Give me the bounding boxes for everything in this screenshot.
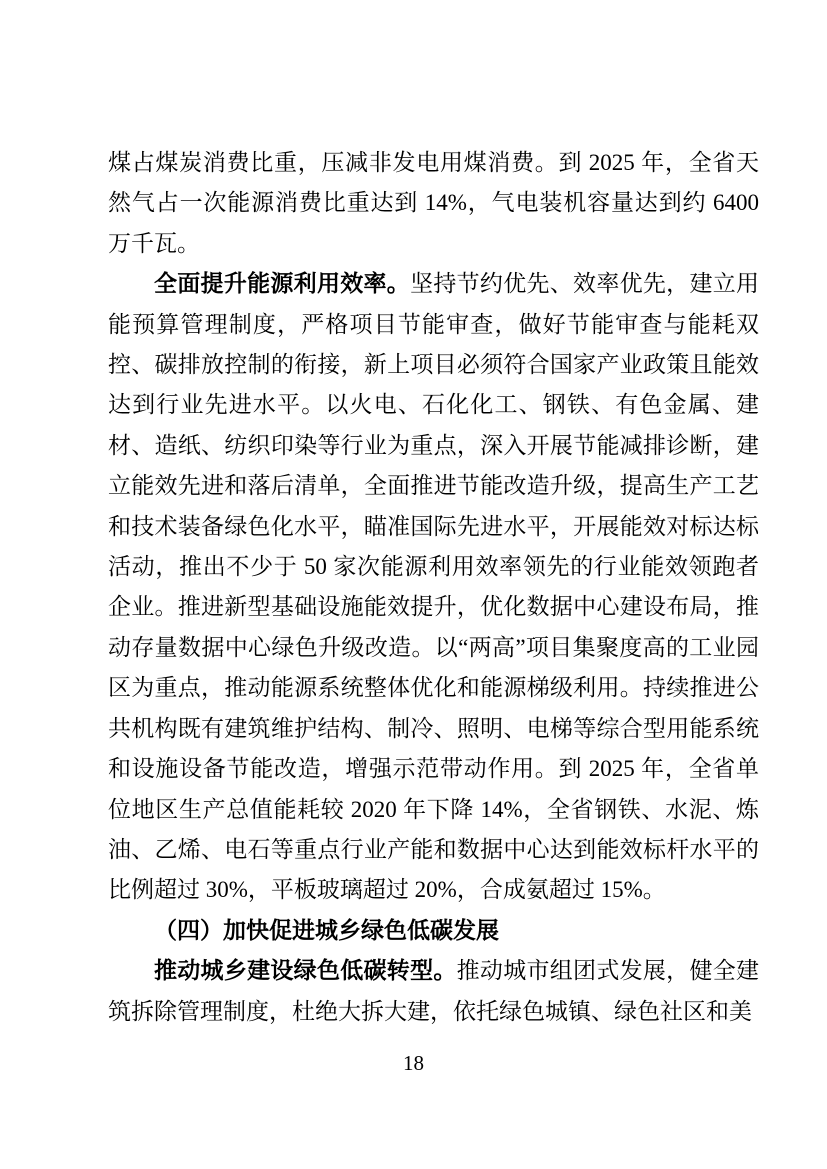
section-heading-text: （四）加快促进城乡绿色低碳发展 <box>154 917 499 943</box>
document-body <box>108 143 759 1032</box>
paragraph-urban-green-transition <box>108 951 759 1032</box>
paragraph-text: 坚持节约优先、效率优先，建立用能预算管理制度，严格项目节能审查，做好节能审查与能耗双控、碳排放控制的衔接，新上项目必须符合国家产业政策且能效达到行业先进水平。以火电、石化化工、钢铁、有色金属、建材、造纸、纺织印染等行业为重点，深入开展节能减排诊断，建立能效先进和落后清单，全面推进节能改造升级，提高生产工艺和技术装备绿色化水平，瞄准国际先进水平，开展能效对标达标活动，推出不少于 50 家次能源利用效率领先的行业能效领跑者企业。推进新型基础设施能效提升，优化数据中心建设布局，推动存量数据中心绿色升级改造。以“两高”项目集聚度高的工业园区为重点，推动能源系统整体优化和能源梯级利用。持续推进公共机构既有建筑维护结构、制冷、照明、电梯等综合型用能系统和设施设备节能改造，增强示范带动作用。到 2025 年，全省单位地区生产总值能耗较 2020 年下降 14%，全省钢铁、水泥、炼油、乙烯、电石等重点行业产能和数据中心达到能效标杆水平的比例超过 30%，平板玻璃超过 20%，合成氨超过 15%。 <box>108 271 760 903</box>
section-heading-four <box>108 911 759 951</box>
paragraph-lead-energy-efficiency: 全面提升能源利用效率。 <box>154 271 411 297</box>
paragraph-text: 推动城市组团式发展，健全建筑拆除管理制度，杜绝大拆大建，依托绿色城镇、绿色社区和美 <box>108 958 760 1024</box>
page-number: 18 <box>403 1051 424 1075</box>
paragraph-coal-consumption <box>108 143 759 264</box>
paragraph-text: 煤占煤炭消费比重，压减非发电用煤消费。到 2025 年，全省天然气占一次能源消费比重达到 14%，气电装机容量达到约 6400 万千瓦。 <box>108 150 759 256</box>
paragraph-lead-urban-green: 推动城乡建设绿色低碳转型。 <box>154 958 457 984</box>
paragraph-energy-efficiency <box>108 264 759 911</box>
